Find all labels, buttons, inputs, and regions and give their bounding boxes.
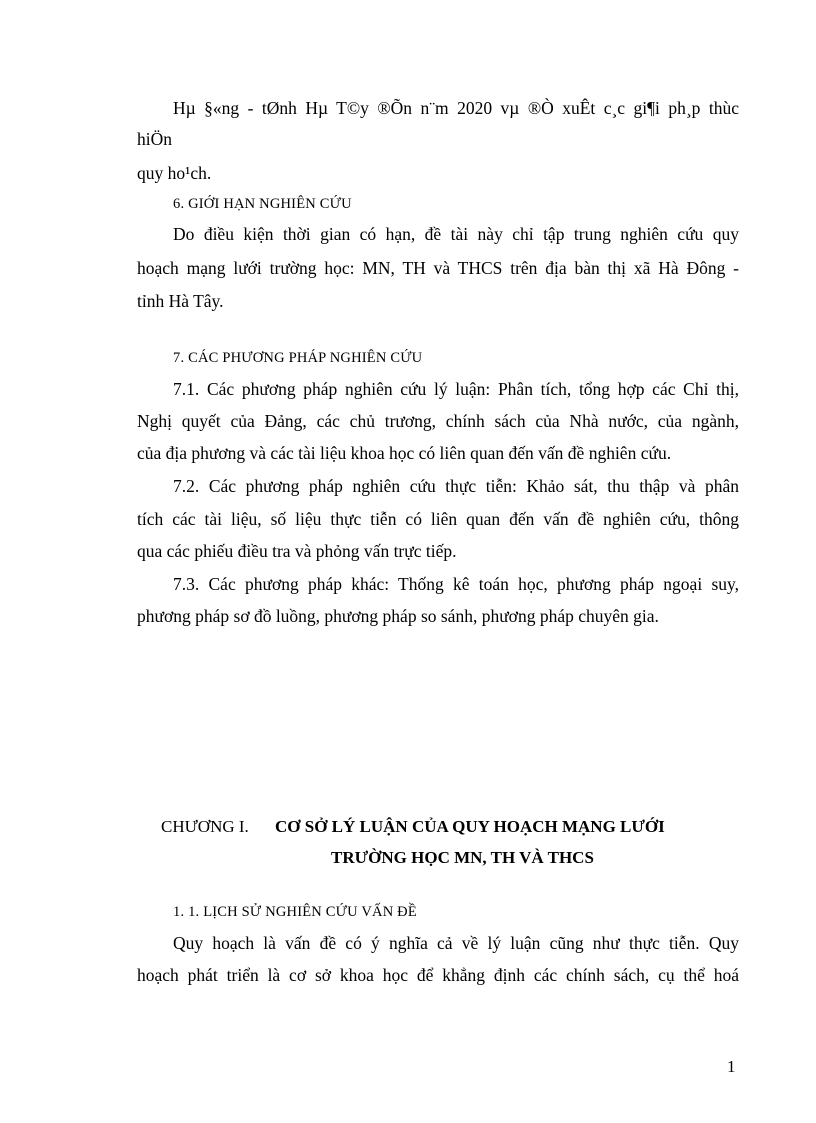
section-7-2-line-3: qua các phiếu điều tra và phỏng vấn trực tiếp. xyxy=(137,541,457,561)
section-7-1-line-2: Nghị quyết của Đảng, các chủ trương, chính sách của Nhà nước, của ngành, xyxy=(137,411,739,431)
intro-line-3: quy ho¹ch. xyxy=(137,163,212,183)
page-number: 1 xyxy=(727,1057,736,1076)
chapter-title-line-2: TRƯỜNG HỌC MN, TH VÀ THCS xyxy=(331,848,594,867)
section-6-heading: 6. GIỚI HẠN NGHIÊN CỨU xyxy=(173,196,352,212)
section-7-3-line-2: phương pháp sơ đồ luồng, phương pháp so sánh, phương pháp chuyên gia. xyxy=(137,606,659,626)
section-6-line-1: Do điều kiện thời gian có hạn, đề tài này chỉ tập trung nghiên cứu quy xyxy=(173,224,739,244)
chapter-title-line-1: CƠ SỞ LÝ LUẬN CỦA QUY HOẠCH MẠNG LƯỚI xyxy=(275,817,665,836)
chapter-label: CHƯƠNG I. xyxy=(161,817,249,836)
section-7-1-line-3: của địa phương và các tài liệu khoa học có liên quan đến vấn đề nghiên cứu. xyxy=(137,443,672,463)
section-7-3-line-1: 7.3. Các phương pháp khác: Thống kê toán học, phương pháp ngoại suy, xyxy=(173,574,739,594)
section-1-1-line-2: hoạch phát triển là cơ sở khoa học để khẳng định các chính sách, cụ thể hoá xyxy=(137,965,739,985)
section-7-2-line-1: 7.2. Các phương pháp nghiên cứu thực tiễn: Khảo sát, thu thập và phân xyxy=(173,476,739,496)
section-6-line-3: tỉnh Hà Tây. xyxy=(137,291,224,311)
section-7-2-line-2: tích các tài liệu, số liệu thực tiễn có liên quan đến vấn đề nghiên cứu, thông xyxy=(137,509,739,529)
intro-line-2: hiÖn xyxy=(137,129,172,149)
section-7-heading: 7. CÁC PHƯƠNG PHÁP NGHIÊN CỨU xyxy=(173,350,423,366)
intro-line-1: Hµ §«ng - tØnh Hµ T©y ®Õn n¨m 2020 vµ ®Ò xuÊt c¸c gi¶i ph¸p thùc xyxy=(173,98,739,118)
section-7-1-line-1: 7.1. Các phương pháp nghiên cứu lý luận: Phân tích, tổng hợp các Chỉ thị, xyxy=(173,379,739,399)
section-1-1-line-1: Quy hoạch là vấn đề có ý nghĩa cả về lý luận cũng như thực tiễn. Quy xyxy=(173,933,739,953)
section-1-1-heading: 1. 1. LỊCH SỬ NGHIÊN CỨU VẤN ĐỀ xyxy=(173,904,417,920)
section-6-line-2: hoạch mạng lưới trường học: MN, TH và THCS trên địa bàn thị xã Hà Đông - xyxy=(137,258,739,278)
